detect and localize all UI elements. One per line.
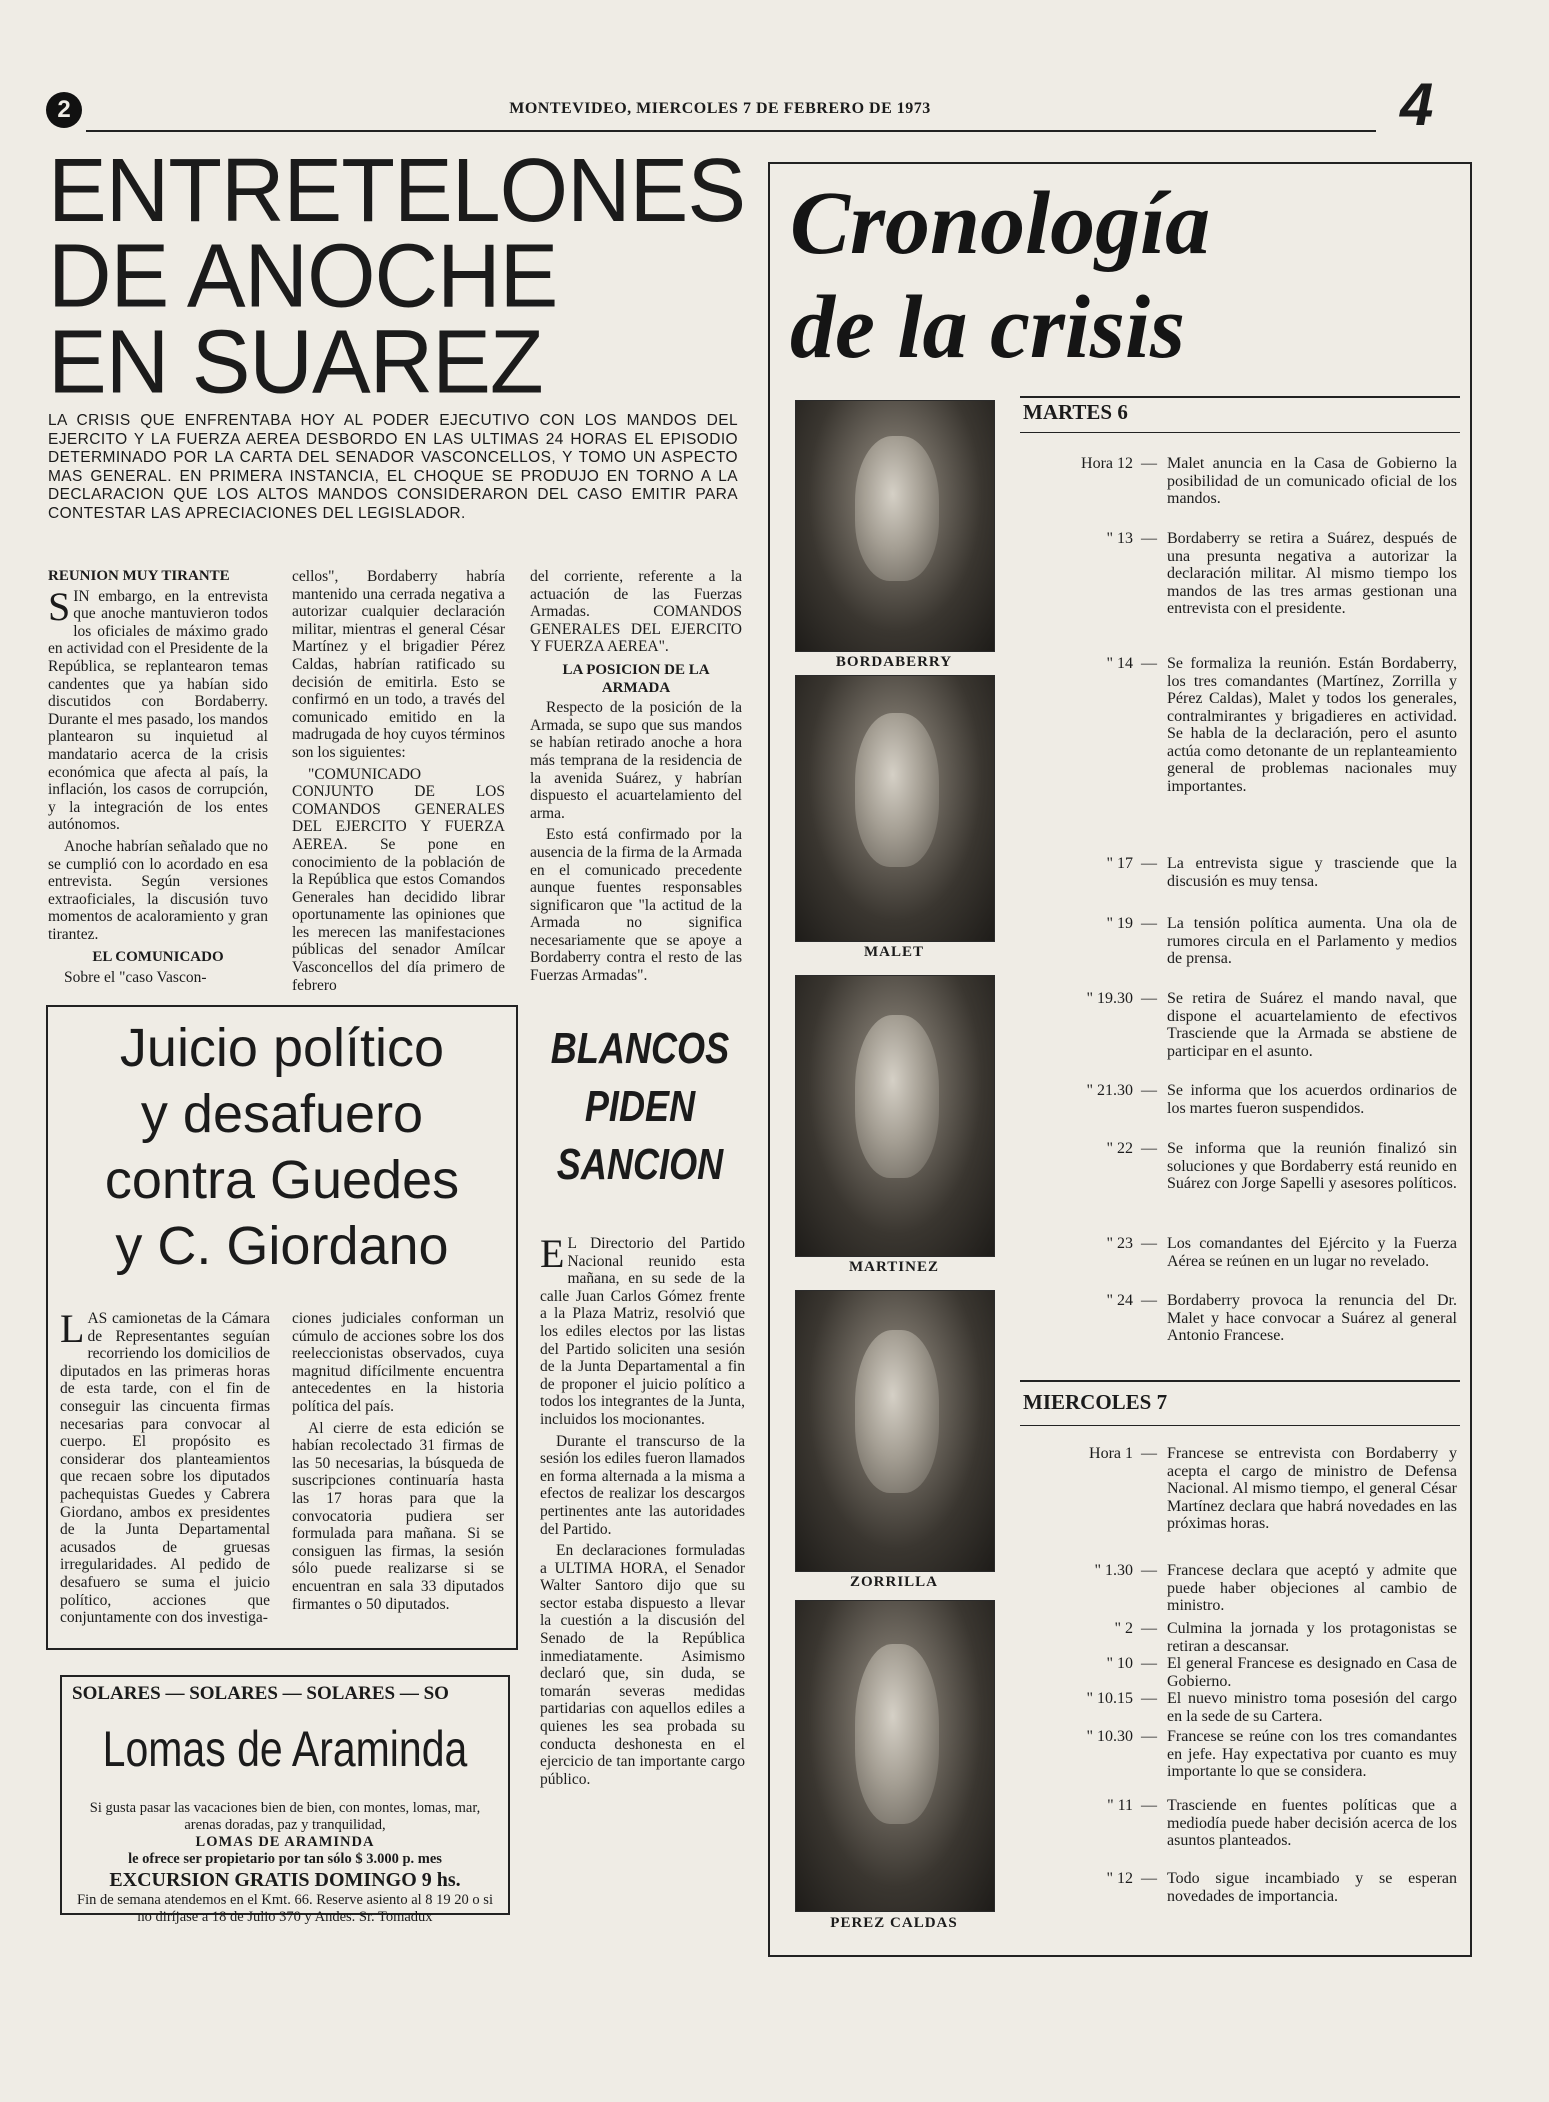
day2-rule [1020,1380,1460,1382]
timeline-hour: " 12 [1106,1870,1133,1887]
timeline-hour: " 10 [1106,1655,1133,1672]
timeline-text: Los comandantes del Ejército y la Fuerza Aérea se reúnen en un lugar no revelado. [1167,1235,1457,1270]
timeline-hour: " 19.30 [1086,990,1133,1007]
timeline-text: Bordaberry provoca la renuncia del Dr. Malet y hace convocar a Suárez al general Antonio Francese. [1167,1292,1457,1344]
timeline-text: Francese declara que aceptó y admite que puede haber objeciones al cambio de ministro. [1167,1562,1457,1614]
juicio-dropcap: L [60,1306,85,1351]
timeline-text: La tensión política aumenta. Una ola de rumores circula en el Parlamento y medios de prensa. [1167,915,1457,967]
timeline-hour: " 17 [1106,855,1133,872]
timeline-dash: — [1141,530,1157,547]
timeline-hour: " 21.30 [1086,1082,1133,1099]
lead-headline-line-3: EN SUAREZ [48,310,543,412]
blancos-headline-line-2: PIDEN [584,1082,696,1131]
day2-heading: MIERCOLES 7 [1023,1390,1168,1414]
caption-martinez: MARTINEZ [849,1259,939,1275]
page-number-badge [46,92,82,128]
blancos-column [540,1231,745,1792]
lead-column-2 [292,568,505,998]
timeline-text: Bordaberry se retira a Suárez, después de una presunta negativa a autorizar la declaración militar. Al mismo tiempo los mandos de las tres armas gestionan una entrevista con el presidente. [1167,530,1457,617]
juicio-headline [48,1015,516,1279]
lead-headline-line-2: DE ANOCHE [48,225,558,326]
timeline-hour: " 24 [1106,1292,1133,1309]
masthead-rule [86,130,1376,132]
blancos-headline-line-3: SANCION [556,1140,724,1189]
timeline-dash: — [1141,855,1157,872]
photo-malet [795,675,995,942]
timeline-text: El general Francese es designado en Casa de Gobierno. [1167,1655,1457,1690]
page-number: 2 [57,96,71,123]
timeline-dash: — [1141,1082,1157,1099]
timeline-hour: " 2 [1114,1620,1133,1637]
ad-line-2: LOMAS DE ARAMINDA [195,1834,375,1850]
lead-subhead-armada: LA POSICION DE LA ARMADA [562,661,710,696]
lead-deck: LA CRISIS QUE ENFRENTABA HOY AL PODER EJECUTIVO CON LOS MANDOS DEL EJERCITO Y LA FUERZA AEREA DESBORDO EN LAS ULTIMAS 24 HORAS EL EPISODIO DETERMINADO POR LA CARTA DEL SENADOR VASCONCELLOS, Y TOMO UN ASPECTO MAS GENERAL. EN PRIMERA INSTANCIA, EL CHOQUE SE PRODUJO EN TORNO A LA DECLARACION QUE LOS ALTOS MANDOS CONSIDERARON DEL CASO EMITIR PARA CONTESTAR LAS APRECIACIONES DEL LEGISLADOR. [48,412,738,522]
blancos-p1: L Directorio del Partido Nacional reunido esta mañana, en su sede de la calle Juan Carlos Gómez frente a la Plaza Matriz, resolvió que los ediles electos por las listas del Partido soliciten una sesión de la Junta Departamental a fin de proponer el juicio político a todos los integrantes de la Junta, incluidos los mocionantes. [540,1235,745,1428]
timeline-text: Se informa que los acuerdos ordinarios de los martes fueron suspendidos. [1167,1082,1457,1117]
timeline-dash: — [1141,1728,1157,1745]
timeline-text: El nuevo ministro toma posesión del cargo en la sede de su Cartera. [1167,1690,1457,1725]
timeline-dash: — [1141,1870,1157,1887]
cronologia-title-line-2: de la crisis [790,278,1185,377]
juicio-col2-p1: ciones judiciales conforman un cúmulo de acciones sobre los dos reeleccionistas observados, cuya magnitud difícilmente encuentra antecedentes en la historia política del país. [292,1310,504,1415]
ad-title: Lomas de Araminda [102,1721,468,1777]
lead-col1-p3: Sobre el "caso Vascon- [64,969,207,987]
day1-rule [1020,396,1460,398]
blancos-headline-line-1: BLANCOS [550,1024,730,1073]
timeline-dash: — [1141,1655,1157,1672]
timeline-text: Se informa que la reunión finalizó sin soluciones y que Bordaberry está reunido en Suárez con Jorge Sapelli y asesores políticos. [1167,1140,1457,1192]
timeline-dash: — [1141,1562,1157,1579]
lead-col3-p3: Esto está confirmado por la ausencia de la firma de la Armada en el comunicado precedente aunque fuentes responsables significaron que "la actitud de la Armada no significa necesariamente que se apoye a Bordaberry contra el resto de las Fuerzas Armadas". [530,826,742,985]
lead-column-3 [530,568,742,989]
timeline-dash: — [1141,655,1157,672]
juicio-column-1 [60,1306,270,1631]
timeline-dash: — [1141,1620,1157,1637]
timeline-text: Culmina la jornada y los protagonistas se retiran a descansar. [1167,1620,1457,1655]
lead-column-1 [48,568,268,991]
timeline-dash: — [1141,1797,1157,1814]
timeline-text: Malet anuncia en la Casa de Gobierno la posibilidad de un comunicado oficial de los mandos. [1167,455,1457,507]
juicio-col1: AS camionetas de la Cámara de Representantes seguían recorriendo los domicilios de diputados en las primeras horas de esta tarde, con el fin de conseguir las cincuenta firmas necesarias para convocar al cuerpo. El propósito es considerar dos planteamientos que recaen sobre los diputados pachequistas Guedes y Cabrera Giordano, ambos ex presidentes de la Junta Departamental acusados de gruesas irregularidades. Al pedido de desafuero se suma el juicio político, acciones que conjuntamente con dos investiga- [60,1310,270,1627]
lead-dropcap: S [48,583,71,629]
photo-martinez [795,975,995,1257]
timeline-hour: " 22 [1106,1140,1133,1157]
timeline-hour: " 10.30 [1086,1728,1133,1745]
timeline-dash: — [1141,1690,1157,1707]
juicio-headline-line-3: contra Guedes [104,1150,460,1210]
timeline-text: La entrevista sigue y trasciende que la discusión es muy tensa. [1167,855,1457,890]
ad-body [74,1800,496,1926]
photo-bordaberry [795,400,995,652]
ad-line-1: Si gusta pasar las vacaciones bien de bien, con montes, lomas, mar, arenas doradas, paz y tranquilidad, [89,1800,481,1833]
cronologia-title [790,172,1450,380]
timeline-dash: — [1141,915,1157,932]
timeline-hour: Hora 1 [1089,1445,1133,1462]
timeline-dash: — [1141,1235,1157,1252]
timeline-dash: — [1141,455,1157,472]
day1-rule-2 [1020,432,1460,433]
blancos-headline [550,1020,730,1194]
blancos-p3: En declaraciones formuladas a ULTIMA HORA, el Senador Walter Santoro dijo que su sector estaba dispuesto a llevar la cuestión a la discusión del Senado de la República inmediatamente. Asimismo declaró que, sin duda, se tomarán severas medidas partidarias con aquellos ediles a quienes les sea probada su conducta deshonesta en el ejercicio de tan importante cargo público. [540,1542,745,1788]
juicio-headline-line-1: Juicio político [119,1018,445,1078]
ad-line-5: Fin de semana atendemos en el Kmt. 66. Reserve asiento al 8 19 20 o si no diríjase a 18 de Julio 370 y Andes. Sr. Tomadux [77,1892,493,1925]
caption-perez-caldas: PEREZ CALDAS [830,1915,958,1931]
lead-subhead-comunicado: EL COMUNICADO [92,949,224,966]
day2-rule-2 [1020,1425,1460,1426]
dateline: MONTEVIDEO, MIERCOLES 7 DE FEBRERO DE 1973 [509,100,931,117]
timeline-hour: " 13 [1106,530,1133,547]
timeline-hour: Hora 12 [1081,455,1133,472]
lead-subhead-reunion: REUNION MUY TIRANTE [48,568,230,584]
photo-perez-caldas [795,1600,995,1912]
timeline-text: Trasciende en fuentes políticas que a mediodía puede haber decisión acerca de los asuntos planteados. [1167,1797,1457,1849]
timeline-text: Se formaliza la reunión. Están Bordaberry, los tres comandantes (Martínez, Zorrilla y Pérez Caldas), Malet y todos los generales, contralmirantes y brigadieres en actividad. Se habla de la declaración, pero el asunto actúa como detonante de un replanteamiento general de problemas nacionales muy importantes. [1167,655,1457,795]
day1-heading: MARTES 6 [1023,400,1128,424]
juicio-headline-line-2: y desafuero [140,1084,424,1144]
timeline-dash: — [1141,990,1157,1007]
cronologia-title-line-1: Cronología [790,174,1211,273]
timeline-text: Todo sigue incambiado y se esperan novedades de importancia. [1167,1870,1457,1905]
lead-col1-p1: IN embargo, en la entrevista que anoche mantuvieron todos los oficiales de máximo grado en actividad con el Presidente de la República, se replantearon temas candentes que ya habían sido discutidos con Bordaberry. Durante el mes pasado, los mandos plantearon su inquietud al mandatario acerca de la crisis económica que afecta al país, la inflación, los casos de corrupción, y la integración de los entes autónomos. [48,587,268,834]
timeline-hour: " 23 [1106,1235,1133,1252]
timeline-text: Francese se reúne con los tres comandantes en jefe. Hay expectativa por cuanto es muy importante lo que se considera. [1167,1728,1457,1780]
blancos-dropcap: E [540,1231,565,1276]
photo-zorrilla [795,1290,995,1572]
ad-line-3: le ofrece ser propietario por tan sólo $ 3.000 p. mes [128,1851,442,1867]
lead-col2-p1: cellos", Bordaberry habría mantenido una cerrada negativa a autorizar cualquier declaración militar, mientras el general César Martínez y el brigadier Pérez Caldas, habrían ratificado su decisión de emitirla. Esto se confirmó en un todo, a través del comunicado emitido en la madrugada de hoy cuyos términos son los siguientes: [292,568,505,761]
ad-banner: SOLARES — SOLARES — SOLARES — SO [72,1683,449,1704]
timeline-hour: " 11 [1107,1797,1133,1814]
timeline-dash: — [1141,1445,1157,1462]
caption-zorrilla: ZORRILLA [849,1574,939,1590]
juicio-col2-p2: Al cierre de esta edición se habían recolectado 31 firmas de las 50 necesarias, la búsqueda de suscripciones continuaría hasta las 17 horas para que la convocatoria pudiera ser formulada para mañana. Si se consiguen las firmas, la sesión sólo puede realizarse si se encuentran en sala 33 diputados firmantes o 50 diputados. [292,1419,504,1613]
timeline-hour: " 1.30 [1094,1562,1133,1579]
caption-bordaberry: BORDABERRY [835,654,953,670]
lead-col3-p1: del corriente, referente a la actuación de las Fuerzas Armadas. COMANDOS GENERALES DEL EJERCITO Y FUERZA AEREA". [530,568,742,656]
timeline-text: Se retira de Suárez el mando naval, que dispone el acuartelamiento de efectivos Trasciende que la Armada se abstiene de participar en el asunto. [1167,990,1457,1060]
lead-col1-p2: Anoche habrían señalado que no se cumplió con lo acordado en esa entrevista. Según versiones extraoficiales, la discusión tuvo momentos de acaloramiento y gran tirantez. [48,837,268,943]
timeline-text: Francese se entrevista con Bordaberry y acepta el cargo de ministro de Defensa Nacional. Al mismo tiempo, el general César Martínez declara que habrá novedades en las próximas horas. [1167,1445,1457,1532]
blancos-p2: Durante el transcurso de la sesión los ediles fueron llamados en forma alternada a la misma a efectos de realizar los descargos pertinentes ante las autoridades del Partido. [540,1432,745,1538]
timeline-dash: — [1141,1140,1157,1157]
lead-headline-line-1: ENTRETELONES [48,139,746,241]
lead-col3-p2: Respecto de la posición de la Armada, se supo que sus mandos se habían retirado anoche a hora más temprana de la residencia de la avenida Suárez, y habrían dispuesto el acuartelamiento del arma. [530,699,742,822]
timeline-hour: " 10.15 [1086,1690,1133,1707]
lead-headline [48,139,748,412]
lead-col2-p2: "COMUNICADO CONJUNTO DE LOS COMANDOS GENERALES DEL EJERCITO Y FUERZA AEREA. Se pone en conocimiento de la población de la República que estos Comandos Generales han decidido librar oportunamente las opiniones que les merecen las manifestaciones públicas del senador Amílcar Vasconcellos del día primero de febrero [292,765,505,994]
ad-line-4: EXCURSION GRATIS DOMINGO 9 hs. [109,1869,461,1891]
juicio-headline-line-4: y C. Giordano [115,1216,449,1276]
timeline-dash: — [1141,1292,1157,1309]
timeline-hour: " 19 [1106,915,1133,932]
caption-malet: MALET [863,944,924,960]
juicio-column-2 [292,1310,504,1617]
timeline-hour: " 14 [1106,655,1133,672]
corner-mark: 4 [1400,71,1434,138]
